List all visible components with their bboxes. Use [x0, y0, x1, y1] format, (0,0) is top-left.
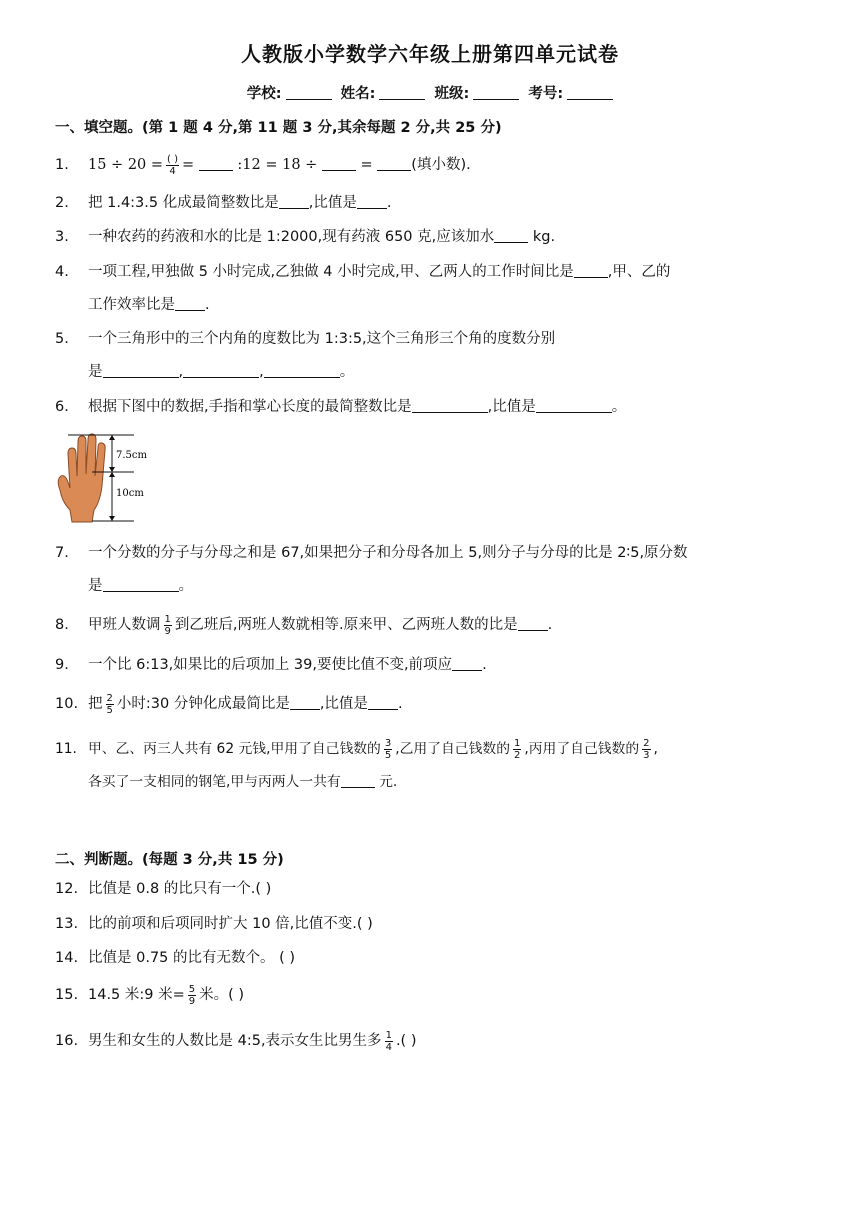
- question-15: 15. 14.5 米:9 米= $\frac{5}{9}$ 米。( ): [55, 983, 245, 1007]
- answer-blank[interactable]: [103, 365, 179, 378]
- question-6: 6. 根据下图中的数据,手指和掌心长度的最简整数比是 ,比值是 。: [55, 399, 627, 415]
- answer-blank[interactable]: [494, 230, 528, 243]
- answer-blank[interactable]: [574, 265, 608, 278]
- question-8: 8. 甲班人数调 $\frac{1}{9}$ 到乙班后,两班人数就相等.原来甲、乙两班人数的比是 .: [55, 613, 553, 637]
- fraction: $\frac{5}{9}$: [188, 983, 196, 1007]
- section-1-heading: 一、填空题。(第 1 题 4 分,第 11 题 3 分,其余每题 2 分,共 25 分): [55, 120, 502, 136]
- question-11: 11. 甲、乙、丙三人共有 62 元钱,甲用了自己钱数的 $\frac{3}{5}$ ,乙用了自己钱数的 $\frac{1}{2}$ ,丙用了自己钱数的 $\frac{2}{3}$ , 各买了一支相同的钢笔,甲与丙两人一共有 元.: [55, 737, 658, 790]
- fraction: $\frac{( )}{4}$: [167, 153, 179, 177]
- answer-blank[interactable]: [341, 775, 375, 788]
- arrow-up-icon: [109, 435, 115, 440]
- fraction: $\frac{2}{3}$: [643, 737, 650, 761]
- student-info-line: [0, 82, 860, 103]
- question-14: 14. 比值是 0.75 的比有无数个。 ( ): [55, 950, 296, 966]
- arrow-down-icon: [109, 516, 115, 521]
- answer-blank[interactable]: [183, 365, 259, 378]
- arrow-up-icon: [109, 472, 115, 477]
- question-5: 5. 一个三角形中的三个内角的度数比为 1:3:5,这个三角形三个角的度数分别 是 , , 。: [55, 331, 556, 380]
- question-10: 10. 把 $\frac{2}{5}$ 小时:30 分钟化成最简比是 ,比值是 .: [55, 692, 403, 716]
- school-label: 学校:: [246, 86, 282, 102]
- answer-blank[interactable]: [368, 697, 398, 710]
- answer-blank[interactable]: [518, 618, 548, 631]
- fraction: $\frac{1}{2}$: [514, 737, 521, 761]
- question-3: 3. 一种农药的药液和水的比是 1:2000,现有药液 650 克,应该加水 kg.: [55, 229, 556, 245]
- question-9: 9. 一个比 6:13,如果比的后项加上 39,要使比值不变,前项应 .: [55, 657, 487, 673]
- question-2: 2. 把 1.4:3.5 化成最简整数比是 ,比值是 .: [55, 195, 392, 211]
- question-1: 1. 15 ÷ 20 = $\frac{( )}{4}$ = :12 = 18 ÷ = (填小数).: [55, 149, 830, 182]
- exam-no-label: 考号:: [528, 86, 564, 102]
- question-4: 4. 一项工程,甲独做 5 小时完成,乙独做 4 小时完成,甲、乙两人的工作时间比是 ,甲、乙的 工作效率比是 .: [55, 264, 671, 313]
- answer-blank[interactable]: [452, 658, 482, 671]
- name-label: 姓名:: [340, 86, 376, 102]
- palm-length-label: 10cm: [116, 488, 144, 499]
- answer-blank[interactable]: [290, 697, 320, 710]
- answer-blank[interactable]: [175, 298, 205, 311]
- name-blank[interactable]: [379, 99, 425, 100]
- answer-blank[interactable]: [322, 158, 356, 171]
- school-blank[interactable]: [286, 99, 332, 100]
- question-16: 16. 男生和女生的人数比是 4:5,表示女生比男生多 $\frac{1}{4}$ .( ): [55, 1029, 417, 1053]
- answer-blank[interactable]: [357, 196, 387, 209]
- class-blank[interactable]: [473, 99, 519, 100]
- answer-blank[interactable]: [279, 196, 309, 209]
- answer-blank[interactable]: [199, 158, 233, 171]
- hand-illustration: [58, 434, 105, 522]
- arrow-down-icon: [109, 467, 115, 472]
- fraction: $\frac{1}{9}$: [164, 613, 171, 637]
- answer-blank[interactable]: [264, 365, 340, 378]
- question-13: 13. 比的前项和后项同时扩大 10 倍,比值不变.( ): [55, 916, 373, 932]
- section-2-heading: 二、判断题。(每题 3 分,共 15 分): [55, 852, 284, 868]
- exam-no-blank[interactable]: [567, 99, 613, 100]
- hand-measurement-figure: [52, 432, 162, 524]
- question-12: 12. 比值是 0.8 的比只有一个.( ): [55, 881, 272, 897]
- question-number: 1.: [55, 157, 69, 173]
- fraction: $\frac{2}{5}$: [106, 692, 113, 716]
- finger-length-label: 7.5cm: [116, 450, 147, 461]
- page-title: 人教版小学数学六年级上册第四单元试卷: [241, 42, 619, 66]
- answer-blank[interactable]: [377, 158, 411, 171]
- answer-blank[interactable]: [103, 579, 179, 592]
- fraction: $\frac{1}{4}$: [385, 1029, 392, 1053]
- answer-blank[interactable]: [412, 400, 488, 413]
- class-label: 班级:: [434, 86, 470, 102]
- answer-blank[interactable]: [536, 400, 612, 413]
- fraction: $\frac{3}{5}$: [384, 737, 392, 761]
- question-7: 7. 一个分数的分子与分母之和是 67,如果把分子和分母各加上 5,则分子与分母的比是 2∶5,原分数 是 。: [55, 545, 688, 594]
